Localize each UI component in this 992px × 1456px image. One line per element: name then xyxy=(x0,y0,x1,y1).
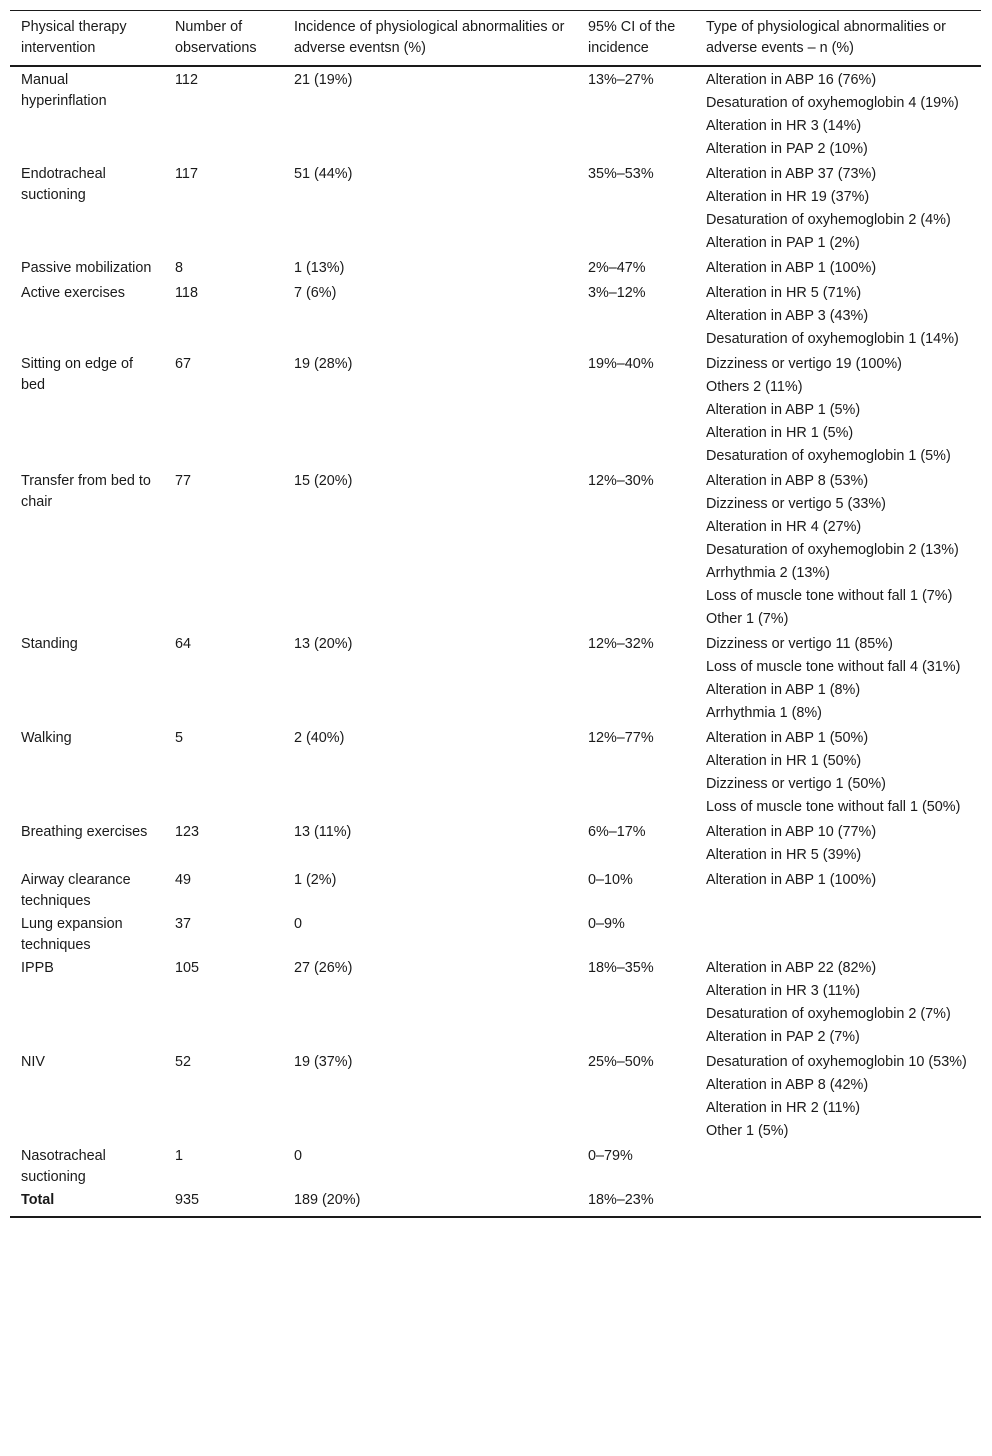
event-item: Alteration in HR 1 (5%) xyxy=(706,425,854,441)
event-item: Alteration in HR 4 (27%) xyxy=(706,519,862,535)
cell-event-types xyxy=(695,163,981,257)
cell-event-types xyxy=(695,633,981,727)
cell-event-types xyxy=(695,957,981,1051)
cell-intervention: Breathing exercises xyxy=(21,824,148,840)
table-row xyxy=(10,257,981,282)
cell-event-types xyxy=(695,353,981,470)
event-item: Others 2 (11%) xyxy=(706,379,803,395)
event-item: Alteration in ABP 22 (82%) xyxy=(706,960,877,976)
cell-intervention: Airway clearance techniques xyxy=(21,872,131,909)
cell-incidence: 13 (20%) xyxy=(294,636,353,652)
cell-intervention: Sitting on edge of bed xyxy=(21,356,134,393)
event-item: Alteration in PAP 2 (7%) xyxy=(706,1029,860,1045)
cell-observations: 123 xyxy=(175,824,200,840)
event-item: Arrhythmia 1 (8%) xyxy=(706,705,822,721)
cell-ci: 25%–50% xyxy=(588,1054,654,1070)
cell-incidence: 0 xyxy=(294,1148,303,1164)
event-item: Desaturation of oxyhemoglobin 1 (5%) xyxy=(706,448,951,464)
cell-event-types xyxy=(695,727,981,821)
table-body xyxy=(10,66,981,1217)
cell-ci: 0–79% xyxy=(588,1148,633,1164)
event-item: Alteration in HR 3 (14%) xyxy=(706,118,862,134)
cell-event-types xyxy=(695,282,981,353)
cell-ci: 12%–30% xyxy=(588,473,654,489)
cell-observations: 117 xyxy=(175,166,198,182)
adverse-events-table xyxy=(10,10,981,1218)
event-item: Alteration in ABP 1 (100%) xyxy=(706,260,877,276)
cell-event-types xyxy=(695,869,981,913)
event-item: Alteration in HR 3 (11%) xyxy=(706,983,861,999)
cell-ci: 0–9% xyxy=(588,916,625,932)
event-item: Alteration in ABP 1 (50%) xyxy=(706,730,869,746)
cell-incidence: 1 (13%) xyxy=(294,260,345,276)
cell-incidence: 2 (40%) xyxy=(294,730,345,746)
cell-event-types xyxy=(695,821,981,869)
event-item: Dizziness or vertigo 11 (85%) xyxy=(706,636,893,652)
table-row xyxy=(10,66,981,163)
total-observations: 935 xyxy=(175,1192,200,1208)
table-row xyxy=(10,282,981,353)
event-item: Alteration in HR 2 (11%) xyxy=(706,1100,861,1116)
cell-intervention: Nasotracheal suctioning xyxy=(21,1148,106,1185)
cell-observations: 105 xyxy=(175,960,200,976)
cell-incidence: 1 (2%) xyxy=(294,872,337,888)
cell-incidence: 51 (44%) xyxy=(294,166,353,182)
event-item: Loss of muscle tone without fall 1 (7%) xyxy=(706,588,953,604)
event-item: Dizziness or vertigo 1 (50%) xyxy=(706,776,886,792)
event-item: Other 1 (7%) xyxy=(706,611,789,627)
cell-intervention: IPPB xyxy=(21,960,54,976)
cell-intervention: Lung expansion techniques xyxy=(21,916,123,953)
table-row xyxy=(10,1145,981,1189)
cell-intervention: Transfer from bed to chair xyxy=(21,473,151,510)
cell-intervention: NIV xyxy=(21,1054,45,1070)
table-row xyxy=(10,353,981,470)
cell-ci: 18%–35% xyxy=(588,960,654,976)
header-row xyxy=(10,11,981,67)
event-item: Alteration in ABP 8 (42%) xyxy=(706,1077,869,1093)
cell-event-types xyxy=(695,257,981,282)
event-item: Alteration in ABP 3 (43%) xyxy=(706,308,869,324)
header-ci: 95% CI of the incidence xyxy=(588,19,676,56)
event-item: Other 1 (5%) xyxy=(706,1123,789,1139)
cell-intervention: Manual hyperinflation xyxy=(21,72,107,109)
event-item: Dizziness or vertigo 19 (100%) xyxy=(706,356,902,372)
cell-incidence: 0 xyxy=(294,916,303,932)
cell-incidence: 21 (19%) xyxy=(294,72,353,88)
cell-ci: 3%–12% xyxy=(588,285,646,301)
cell-ci: 12%–77% xyxy=(588,730,654,746)
event-item: Loss of muscle tone without fall 4 (31%) xyxy=(706,659,961,675)
cell-observations: 67 xyxy=(175,356,192,372)
event-item: Dizziness or vertigo 5 (33%) xyxy=(706,496,886,512)
event-item: Alteration in ABP 37 (73%) xyxy=(706,166,877,182)
cell-event-types xyxy=(695,913,981,957)
cell-intervention: Passive mobilization xyxy=(21,260,152,276)
table-row xyxy=(10,633,981,727)
cell-observations: 77 xyxy=(175,473,192,489)
cell-incidence: 7 (6%) xyxy=(294,285,337,301)
event-item: Arrhythmia 2 (13%) xyxy=(706,565,830,581)
cell-event-types xyxy=(695,470,981,633)
event-item: Alteration in ABP 8 (53%) xyxy=(706,473,869,489)
cell-incidence: 19 (37%) xyxy=(294,1054,353,1070)
cell-observations: 118 xyxy=(175,285,198,301)
event-item: Alteration in ABP 1 (100%) xyxy=(706,872,877,888)
cell-incidence: 19 (28%) xyxy=(294,356,353,372)
cell-observations: 37 xyxy=(175,916,192,932)
cell-observations: 1 xyxy=(175,1148,184,1164)
cell-ci: 0–10% xyxy=(588,872,633,888)
total-label: Total xyxy=(21,1192,55,1208)
cell-event-types xyxy=(695,66,981,163)
cell-intervention: Walking xyxy=(21,730,72,746)
table-row xyxy=(10,957,981,1051)
event-item: Alteration in PAP 2 (10%) xyxy=(706,141,868,157)
total-ci: 18%–23% xyxy=(588,1192,654,1208)
event-item: Desaturation of oxyhemoglobin 2 (4%) xyxy=(706,212,951,228)
table-row xyxy=(10,163,981,257)
cell-ci: 19%–40% xyxy=(588,356,654,372)
event-item: Alteration in HR 5 (39%) xyxy=(706,847,862,863)
table-row xyxy=(10,727,981,821)
event-item: Alteration in HR 19 (37%) xyxy=(706,189,870,205)
cell-event-types xyxy=(695,1051,981,1145)
cell-observations: 8 xyxy=(175,260,184,276)
event-item: Alteration in ABP 16 (76%) xyxy=(706,72,877,88)
cell-intervention: Endotracheal suctioning xyxy=(21,166,106,203)
cell-ci: 35%–53% xyxy=(588,166,654,182)
event-item: Alteration in ABP 1 (8%) xyxy=(706,682,861,698)
cell-ci: 2%–47% xyxy=(588,260,646,276)
event-item: Alteration in ABP 1 (5%) xyxy=(706,402,861,418)
cell-intervention: Active exercises xyxy=(21,285,125,301)
event-item: Desaturation of oxyhemoglobin 2 (7%) xyxy=(706,1006,951,1022)
cell-event-types xyxy=(695,1145,981,1189)
event-item: Alteration in PAP 1 (2%) xyxy=(706,235,860,251)
cell-incidence: 13 (11%) xyxy=(294,824,352,840)
header-incidence: Incidence of physiological abnormalities or adverse eventsn (%) xyxy=(294,19,565,56)
cell-ci: 6%–17% xyxy=(588,824,646,840)
total-incidence: 189 (20%) xyxy=(294,1192,361,1208)
cell-observations: 49 xyxy=(175,872,192,888)
table-row xyxy=(10,869,981,913)
table-row xyxy=(10,913,981,957)
table-row xyxy=(10,821,981,869)
total-event-types xyxy=(695,1189,981,1217)
cell-observations: 52 xyxy=(175,1054,192,1070)
total-row xyxy=(10,1189,981,1217)
event-item: Alteration in HR 5 (71%) xyxy=(706,285,862,301)
event-item: Desaturation of oxyhemoglobin 10 (53%) xyxy=(706,1054,967,1070)
event-item: Desaturation of oxyhemoglobin 4 (19%) xyxy=(706,95,959,111)
table-header xyxy=(10,11,981,67)
cell-ci: 12%–32% xyxy=(588,636,654,652)
event-item: Alteration in HR 1 (50%) xyxy=(706,753,862,769)
event-item: Loss of muscle tone without fall 1 (50%) xyxy=(706,799,961,815)
cell-observations: 112 xyxy=(175,72,198,88)
table-row xyxy=(10,1051,981,1145)
cell-incidence: 15 (20%) xyxy=(294,473,353,489)
header-intervention: Physical therapy intervention xyxy=(21,19,127,56)
table-row xyxy=(10,470,981,633)
cell-incidence: 27 (26%) xyxy=(294,960,353,976)
results-table-container xyxy=(10,10,981,1218)
event-item: Desaturation of oxyhemoglobin 1 (14%) xyxy=(706,331,959,347)
cell-intervention: Standing xyxy=(21,636,78,652)
header-event-types: Type of physiological abnormalities or adverse events – n (%) xyxy=(706,19,946,56)
header-observations: Number of observations xyxy=(175,19,257,56)
cell-observations: 64 xyxy=(175,636,192,652)
event-item: Desaturation of oxyhemoglobin 2 (13%) xyxy=(706,542,959,558)
cell-observations: 5 xyxy=(175,730,184,746)
event-item: Alteration in ABP 10 (77%) xyxy=(706,824,877,840)
cell-ci: 13%–27% xyxy=(588,72,654,88)
